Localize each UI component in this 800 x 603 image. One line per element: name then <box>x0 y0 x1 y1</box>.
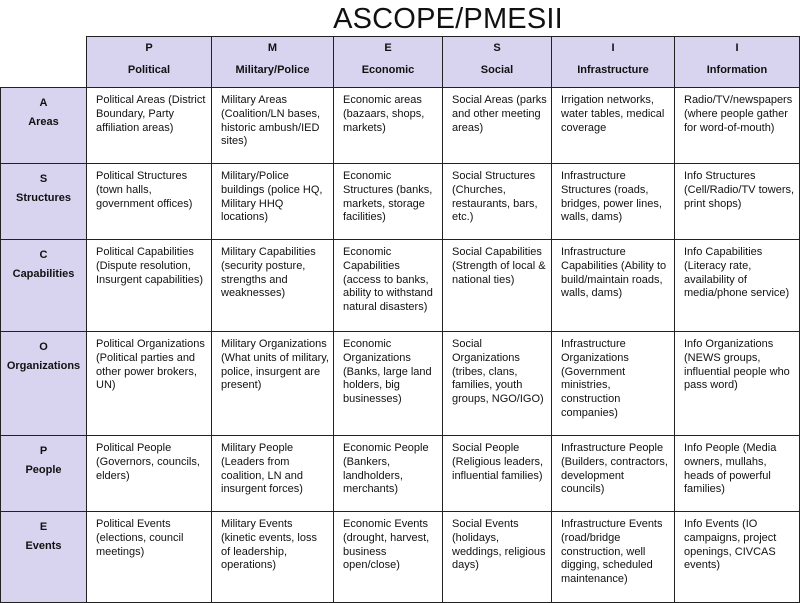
page-title: ASCOPE/PMESII <box>333 3 563 35</box>
cell-areas-political: Political Areas (District Boundary, Party affiliation areas) <box>87 88 212 164</box>
cell-capabilities-economic: Economic Capabilities (access to banks, ability to withstand natural disasters) <box>334 240 443 332</box>
cell-events-political: Political Events (elections, council meetings) <box>87 512 212 603</box>
table-row-structures <box>1 164 800 240</box>
row-letter: P <box>39 445 48 457</box>
cell-areas-economic: Economic areas (bazaars, shops, markets) <box>334 88 443 164</box>
table-row-areas <box>1 88 800 164</box>
row-letter: E <box>39 521 48 533</box>
cell-capabilities-information: Info Capabilities (Literacy rate, availability of media/phone service) <box>675 240 800 332</box>
row-letter: O <box>39 341 48 353</box>
column-letter: M <box>267 42 278 54</box>
cell-areas-social: Social Areas (parks and other meeting areas) <box>443 88 552 164</box>
row-header-capabilities <box>1 240 87 332</box>
column-letter: P <box>145 42 153 54</box>
corner-cell <box>1 37 87 88</box>
cell-events-military-police: Military Events (kinetic events, loss of leadership, operations) <box>212 512 334 603</box>
cell-structures-social: Social Structures (Churches, restaurants, bars, etc.) <box>443 164 552 240</box>
table-row-people <box>1 436 800 512</box>
column-label: Political <box>127 64 171 76</box>
ascope-pmesii-matrix <box>0 36 800 603</box>
cell-structures-infrastructure: Infrastructure Structures (roads, bridges, power lines, walls, dams) <box>552 164 675 240</box>
column-label: Military/Police <box>235 64 310 76</box>
cell-structures-military-police: Military/Police buildings (police HQ, Military HHQ locations) <box>212 164 334 240</box>
cell-organizations-infrastructure: Infrastructure Organizations (Government ministries, construction companies) <box>552 332 675 436</box>
cell-organizations-information: Info Organizations (NEWS groups, influential people who pass word) <box>675 332 800 436</box>
cell-people-infrastructure: Infrastructure People (Builders, contractors, development councils) <box>552 436 675 512</box>
cell-capabilities-political: Political Capabilities (Dispute resolution, Insurgent capabilities) <box>87 240 212 332</box>
row-label: Structures <box>15 192 72 204</box>
column-header-information <box>675 37 800 88</box>
row-label: People <box>25 464 62 476</box>
row-label: Organizations <box>6 360 81 372</box>
column-letter: I <box>611 42 615 54</box>
cell-capabilities-social: Social Capabilities (Strength of local & national ties) <box>443 240 552 332</box>
cell-capabilities-military-police: Military Capabilities (security posture, strengths and weaknesses) <box>212 240 334 332</box>
row-letter: C <box>39 249 48 261</box>
cell-people-political: Political People (Governors, councils, elders) <box>87 436 212 512</box>
column-header-political <box>87 37 212 88</box>
column-letter: I <box>735 42 739 54</box>
column-label: Economic <box>361 64 415 76</box>
cell-people-economic: Economic People (Bankers, landholders, merchants) <box>334 436 443 512</box>
row-letter: S <box>39 173 48 185</box>
cell-structures-political: Political Structures (town halls, government offices) <box>87 164 212 240</box>
cell-events-infrastructure: Infrastructure Events (road/bridge construction, well digging, scheduled maintenance) <box>552 512 675 603</box>
column-label: Information <box>706 64 768 76</box>
cell-organizations-political: Political Organizations (Political parties and other power brokers, UN) <box>87 332 212 436</box>
cell-capabilities-infrastructure: Infrastructure Capabilities (Ability to build/maintain roads, walls, dams) <box>552 240 675 332</box>
table-row-events <box>1 512 800 603</box>
cell-people-information: Info People (Media owners, mullahs, heads of powerful families) <box>675 436 800 512</box>
column-label: Social <box>480 64 514 76</box>
cell-events-information: Info Events (IO campaigns, project openings, CIVCAS events) <box>675 512 800 603</box>
table-row-organizations <box>1 332 800 436</box>
cell-structures-economic: Economic Structures (banks, markets, storage facilities) <box>334 164 443 240</box>
row-header-structures <box>1 164 87 240</box>
column-header-infrastructure <box>552 37 675 88</box>
cell-organizations-economic: Economic Organizations (Banks, large land holders, big businesses) <box>334 332 443 436</box>
cell-areas-information: Radio/TV/newspapers (where people gather for word-of-mouth) <box>675 88 800 164</box>
row-label: Events <box>25 540 62 552</box>
table-row-capabilities <box>1 240 800 332</box>
row-header-events <box>1 512 87 603</box>
column-header-military-police <box>212 37 334 88</box>
cell-organizations-military-police: Military Organizations (What units of military, police, insurgent are present) <box>212 332 334 436</box>
cell-structures-information: Info Structures (Cell/Radio/TV towers, print shops) <box>675 164 800 240</box>
row-header-organizations <box>1 332 87 436</box>
column-letter: S <box>493 42 501 54</box>
row-label: Capabilities <box>12 268 75 280</box>
cell-organizations-social: Social Organizations (tribes, clans, families, youth groups, NGO/IGO) <box>443 332 552 436</box>
cell-areas-military-police: Military Areas (Coalition/LN bases, historic ambush/IED sites) <box>212 88 334 164</box>
cell-people-military-police: Military People (Leaders from coalition, LN and insurgent forces) <box>212 436 334 512</box>
row-header-people <box>1 436 87 512</box>
cell-people-social: Social People (Religious leaders, influential families) <box>443 436 552 512</box>
column-label: Infrastructure <box>577 64 649 76</box>
row-letter: A <box>39 97 48 109</box>
column-header-row <box>1 37 800 88</box>
row-label: Areas <box>28 116 59 128</box>
column-header-economic <box>334 37 443 88</box>
column-header-social <box>443 37 552 88</box>
cell-areas-infrastructure: Irrigation networks, water tables, medical coverage <box>552 88 675 164</box>
row-header-areas <box>1 88 87 164</box>
cell-events-economic: Economic Events (drought, harvest, business open/close) <box>334 512 443 603</box>
column-letter: E <box>384 42 392 54</box>
cell-events-social: Social Events (holidays, weddings, religious days) <box>443 512 552 603</box>
